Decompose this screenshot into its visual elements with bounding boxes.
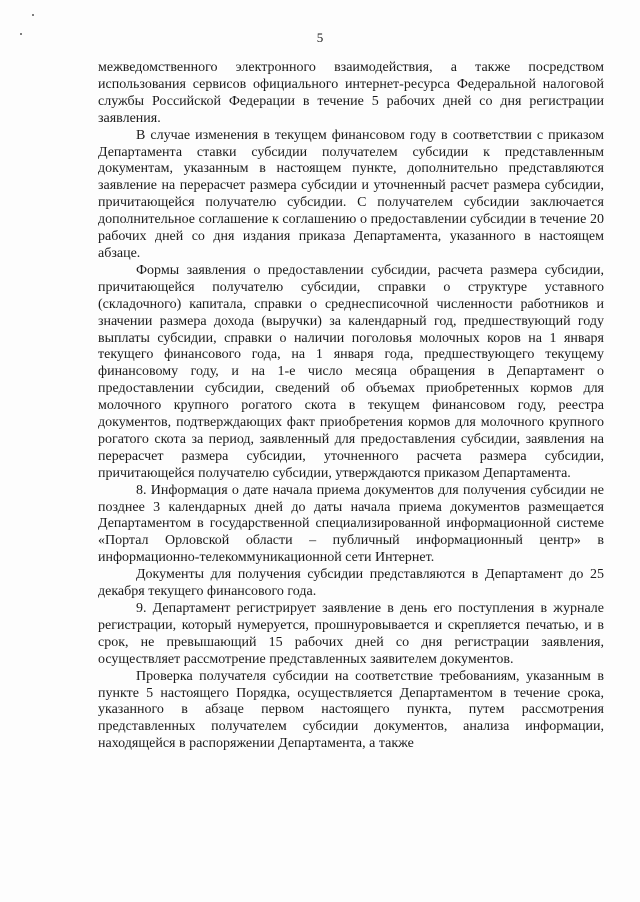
document-body — [98, 60, 604, 753]
paragraph-rate-change: В случае изменения в текущем финансовом году в соответствии с приказом Департамента ставки субсидии получателем субсидии к представленным документам, указанным в настоящем пункте, дополнительно представляются заявление на перерасчет размера субсидии и уточненный расчет размера субсидии, причитающейся получателю субсидии. С получателем субсидии заключается дополнительное соглашение к соглашению о предоставлении субсидии в течение 20 рабочих дней со дня издания приказа Департамента, указанного в настоящем абзаце. — [98, 127, 604, 261]
scan-speck — [32, 14, 34, 16]
paragraph-item-8: 8. Информация о дате начала приема документов для получения субсидии не позднее 3 календарных дней до даты начала приема документов размещается Департаментом в государственной специализированной информационной системе «Портал Орловской области – публичный информационный центр» в информационно-телекоммуникационной сети Интернет. — [98, 482, 604, 566]
page-number: 5 — [316, 30, 324, 45]
paragraph-continuation: межведомственного электронного взаимодействия, а также посредством использования сервисов официального интернет-ресурса Федеральной налоговой службы Российской Федерации в течение 5 рабочих дней со дня регистрации заявления. — [98, 60, 604, 126]
paragraph-verification: Проверка получателя субсидии на соответствие требованиям, указанным в пункте 5 настоящего Порядка, осуществляется Департаментом в течение срока, указанного в абзаце первом настоящего пункта, путем рассмотрения представленных получателем субсидии документов, анализа информации, находящейся в распоряжении Департамента, а также — [98, 668, 604, 752]
paragraph-forms: Формы заявления о предоставлении субсидии, расчета размера субсидии, причитающейся получателю субсидии, справки о структуре уставного (складочного) капитала, справки о среднесписочной численности работников и значении размера дохода (выручки) за календарный год, предшествующий году выплаты субсидии, справки о наличии поголовья молочных коров на 1 января текущего финансового года, на 1 января года, предшествующего текущему финансовому году, и на 1-е число месяца обращения в Департамент о предоставлении субсидии, сведений об объемах приобретенных кормов для молочного крупного рогатого скота в текущем финансовом году, реестра документов, подтверждающих факт приобретения кормов для молочного крупного рогатого скота за период, заявленный для предоставления субсидии, заявления на перерасчет размера субсидии, уточненного расчета размера субсидии, причитающейся получателю субсидии, утверждаются приказом Департамента. — [98, 262, 604, 481]
paragraph-item-9: 9. Департамент регистрирует заявление в день его поступления в журнале регистрации, который нумеруется, прошнуровывается и скрепляется печатью, и в срок, не превышающий 15 рабочих дней со дня регистрации заявления, осуществляет рассмотрение представленных заявителем документов. — [98, 601, 604, 667]
paragraph-deadline: Документы для получения субсидии представляются в Департамент до 25 декабря текущего финансового года. — [98, 567, 604, 600]
